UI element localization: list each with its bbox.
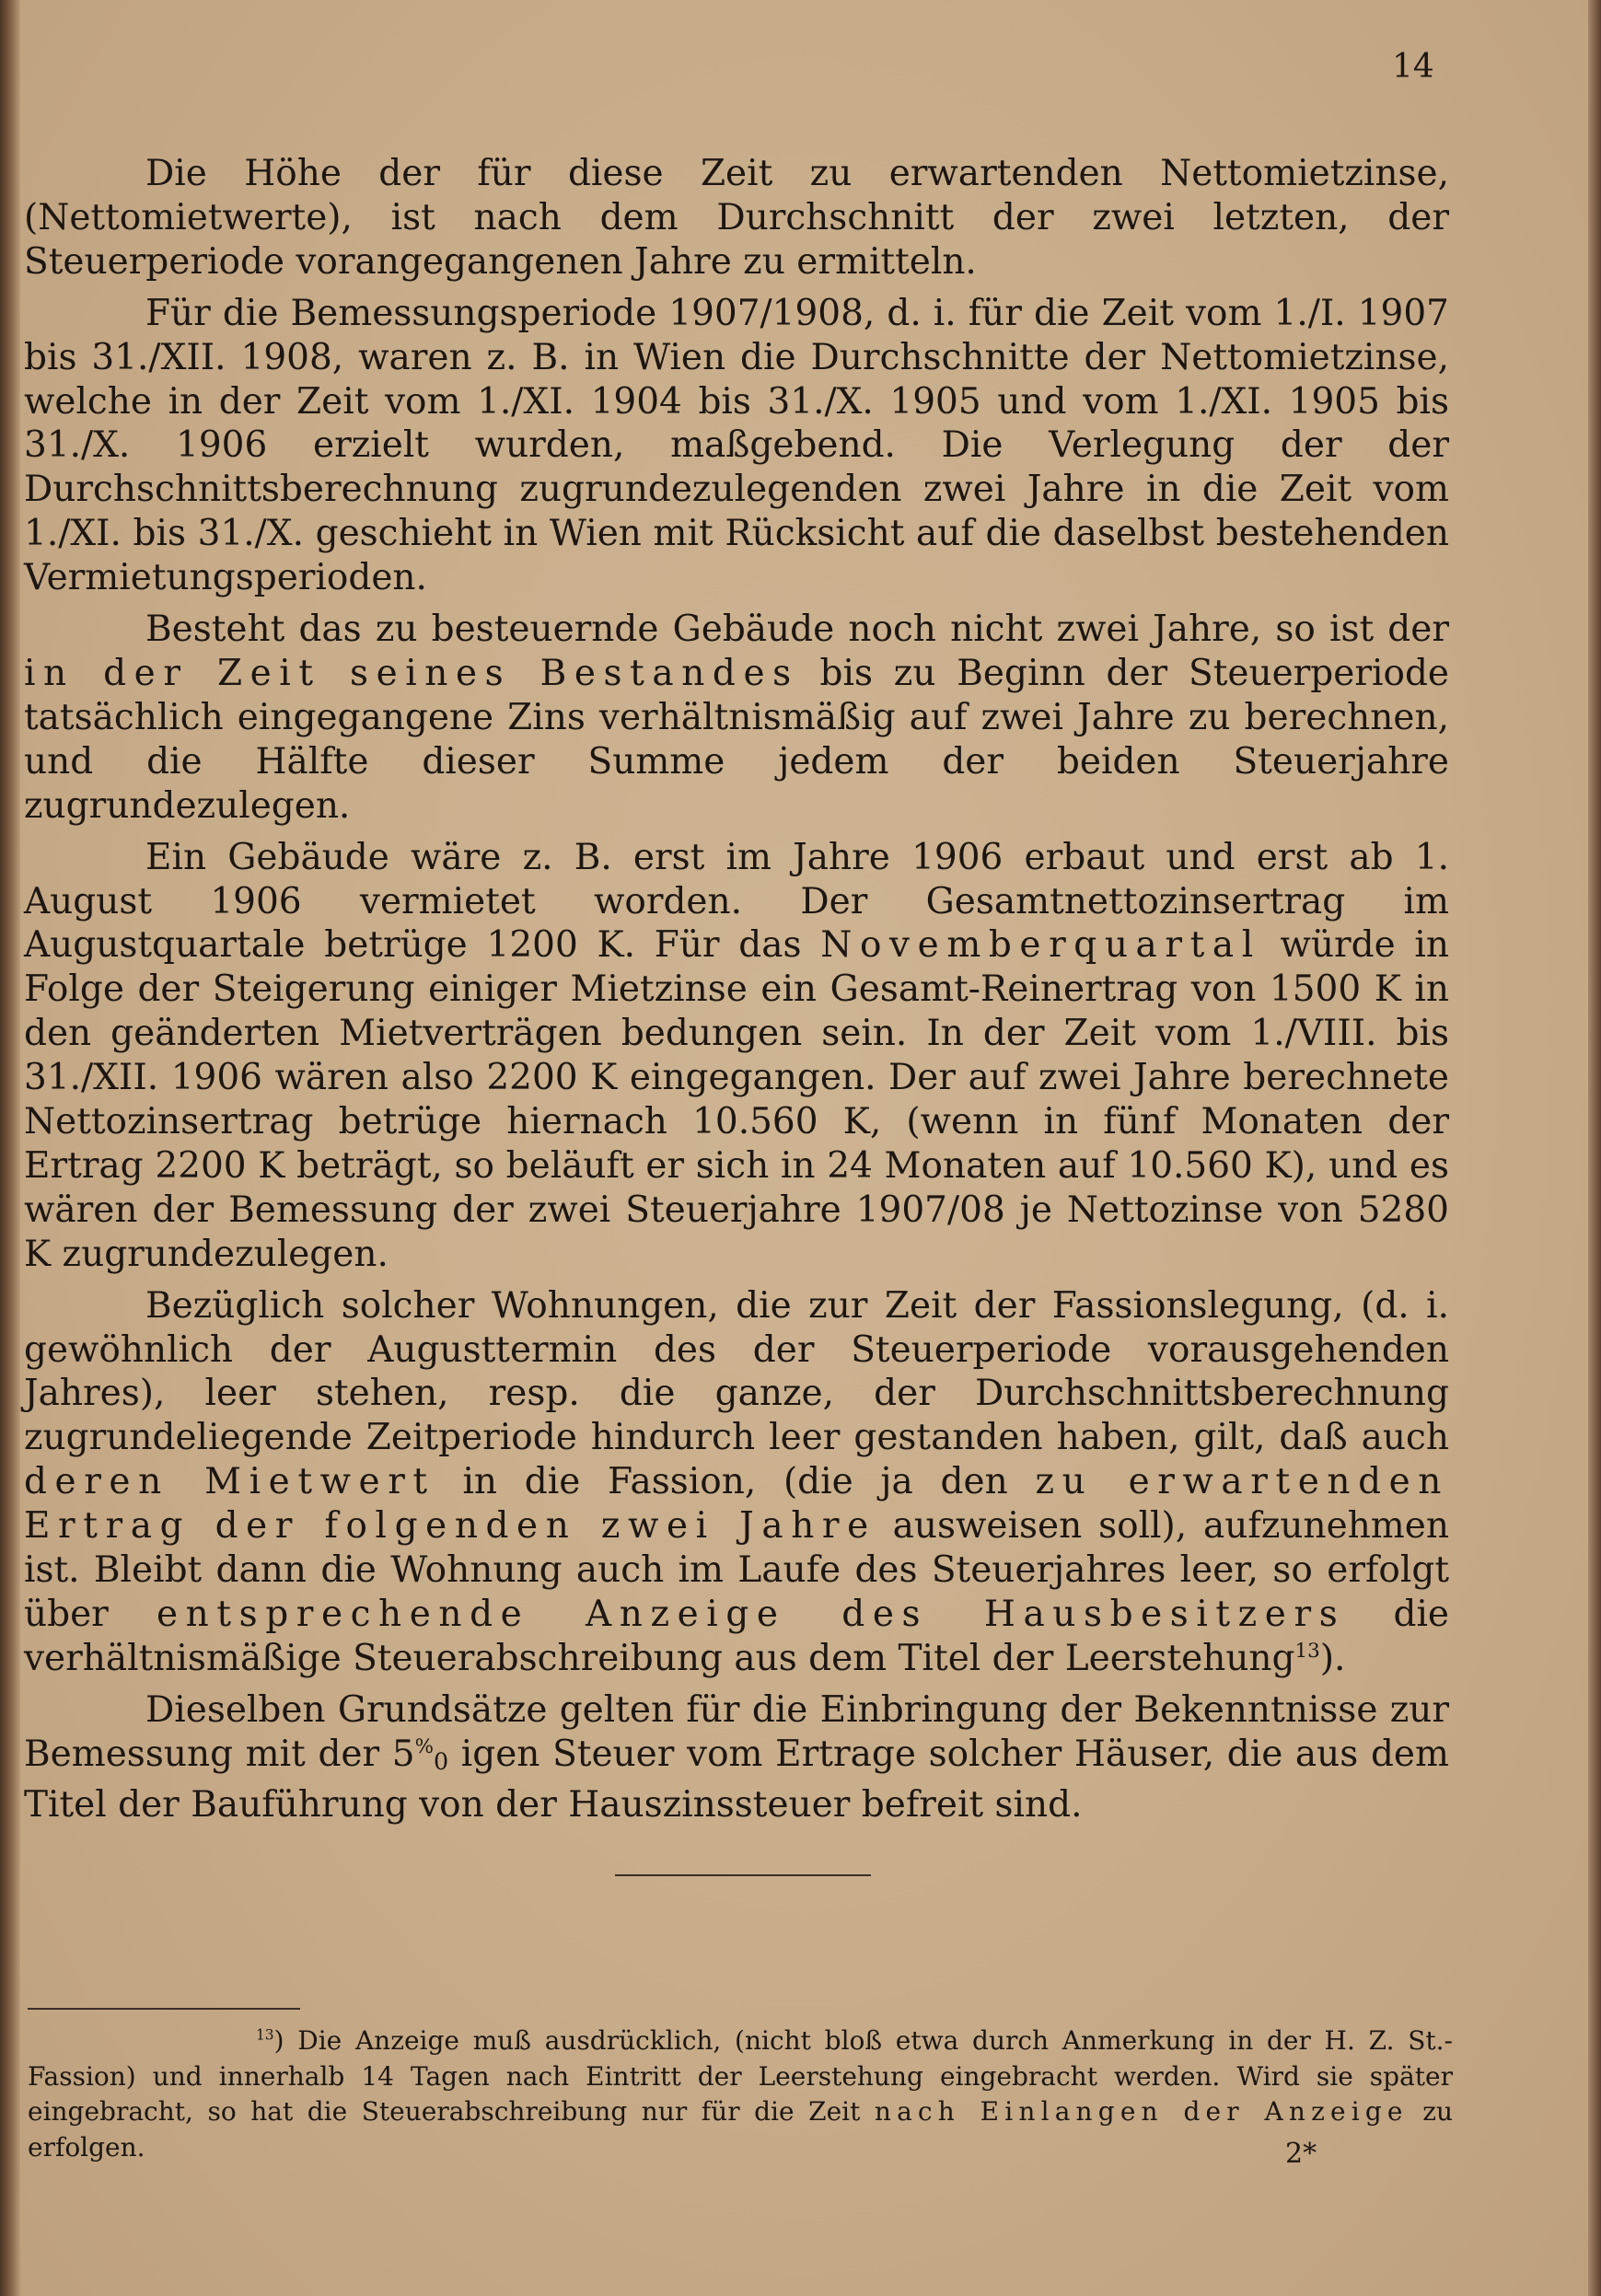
body-text — [24, 152, 1449, 1827]
paragraph-4-text-after: würde in Folge der Steigerung einiger Mietzinse ein Gesamt-Reinertrag von 1500 K in den geänderten Mietverträgen bedungen sein. In der Zeit vom 1./VIII. bis 31./XII. 1906 wären also 2200 K eingegangen. Der auf zwei Jahre berechnete Nettozinsertrag betrüge hiernach 10.560 K, (wenn in fünf Monaten der Ertrag 2200 K beträgt, so beläuft er sich in 24 Monaten auf 10.560 K), und es wären der Bemessung der zwei Steuerjahre 1907/08 je Nettozinse von 5280 K zugrundezulegen. — [24, 924, 1449, 1275]
paragraph-4-emphasis: Novemberquartal — [820, 924, 1261, 967]
paragraph-1-text: Die Höhe der für diese Zeit zu erwartenden Nettomietzinse, (Nettomietwerte), ist nach dem Durchschnitt der zwei letzten, der Steuerperiode vorangegangenen Jahre zu ermitteln. — [24, 153, 1449, 283]
paragraph-1 — [24, 152, 1449, 284]
paragraph-3 — [24, 608, 1449, 829]
footnote-emphasis: nach Einlangen der Anzeige — [874, 2096, 1409, 2128]
paragraph-6 — [24, 1688, 1449, 1828]
paragraph-5-text-1: Bezüglich solcher Wohnungen, die zur Zeit der Fassionslegung, (d. i. gewöhnlich der Augusttermin des der Steuerperiode vorausgehenden Jahres), leer stehen, resp. die ganze, der Durchschnittsberechnung zugrundeliegende Zeitperiode hindurch leer gestanden haben, gilt, daß auch — [24, 1284, 1449, 1459]
paragraph-3-text-before: Besteht das zu besteuernde Gebäude noch nicht zwei Jahre, so ist der — [145, 609, 1449, 651]
percent-sign-top: % — [414, 1734, 434, 1758]
footnote-text-1: ) Die Anzeige muß ausdrücklich, (nicht bloß etwa durch Anmerkung in der H. Z. St.-Fassion) und innerhalb 14 Tagen nach Eintritt der Leerstehung eingebracht werden. Wird sie später eingebracht, so hat die Steuerabschreibung nur für die Zeit — [28, 2025, 1453, 2128]
paragraph-5-text-5: ). — [1319, 1637, 1346, 1679]
paragraph-5 — [24, 1284, 1449, 1681]
paragraph-3-text-after: bis zu Beginn der Steuerperiode tatsächlich eingegangene Zins verhältnismäßig auf zwei Jahre zu berechnen, und die Hälfte dieser Summe jedem der beiden Steuerjahre zugrundezulegen. — [24, 652, 1449, 827]
paragraph-6-text-after: igen Steuer vom Ertrage solcher Häuser, die aus dem Titel der Bauführung von der Hauszinssteuer befreit sind. — [24, 1733, 1449, 1826]
footnote — [28, 2023, 1453, 2166]
paragraph-5-emphasis-3: entsprechende Anzeige des Hausbesitzers — [156, 1594, 1346, 1635]
footnote-reference: 13 — [1294, 1639, 1320, 1663]
footnote-paragraph — [28, 2023, 1453, 2166]
paragraph-3-emphasis: in der Zeit seines Bestandes — [24, 652, 799, 694]
paragraph-4-text-before: Ein Gebäude wäre z. B. erst im Jahre 1906 erbaut und erst ab 1. August 1906 vermietet worden. Der Gesamtnettozinsertrag im Augustquartale betrüge 1200 K. Für das — [24, 836, 1449, 967]
paragraph-6-text-before: Dieselben Grundsätze gelten für die Einbringung der Bekenntnisse zur Bemessung mit der 5 — [24, 1688, 1449, 1775]
paragraph-5-text-2: in die Fassion, (die ja den — [435, 1461, 1036, 1503]
section-divider — [615, 1874, 871, 1876]
page-right-edge — [1588, 0, 1601, 2296]
footnote-divider — [28, 2008, 300, 2010]
paragraph-5-emphasis-1: deren Mietwert — [24, 1461, 435, 1503]
percent-sign-bottom: 0 — [434, 1746, 449, 1775]
page-binding-edge — [0, 0, 20, 2296]
page-number: 14 — [1392, 48, 1434, 86]
paragraph-4 — [24, 836, 1449, 1277]
paragraph-2-text: Für die Bemessungsperiode 1907/1908, d. i. für die Zeit vom 1./I. 1907 bis 31./XII. 1908, waren z. B. in Wien die Durchschnitte der Nettomietzinse, welche in der Zeit vom 1./XI. 1904 bis 31./X. 1905 und vom 1./XI. 1905 bis 31./X. 1906 erzielt wurden, maßgebend. Die Verlegung der der Durchschnittsberechnung zugrundezulegenden zwei Jahre in die Zeit vom 1./XI. bis 31./X. geschieht in Wien mit Rücksicht auf die daselbst bestehenden Vermietungsperioden. — [24, 292, 1449, 599]
printer-signature-mark: 2* — [1285, 2138, 1317, 2170]
footnote-marker: 13 — [256, 2026, 274, 2044]
paragraph-2 — [24, 292, 1449, 600]
paragraph-5-emphasis-2: zu erwartenden Ertrag der folgenden zwei Jahre — [24, 1461, 1450, 1548]
paragraph-5-text-4: die verhältnismäßige Steuerabschreibung aus dem Titel der Leerstehung — [24, 1594, 1449, 1679]
footnote-text-2: zu erfolgen. — [28, 2096, 1453, 2163]
paragraph-5-text-3: ausweisen soll), aufzunehmen ist. Bleibt dann die Wohnung auch im Laufe des Steuerjahres leer, so erfolgt über — [24, 1505, 1449, 1635]
